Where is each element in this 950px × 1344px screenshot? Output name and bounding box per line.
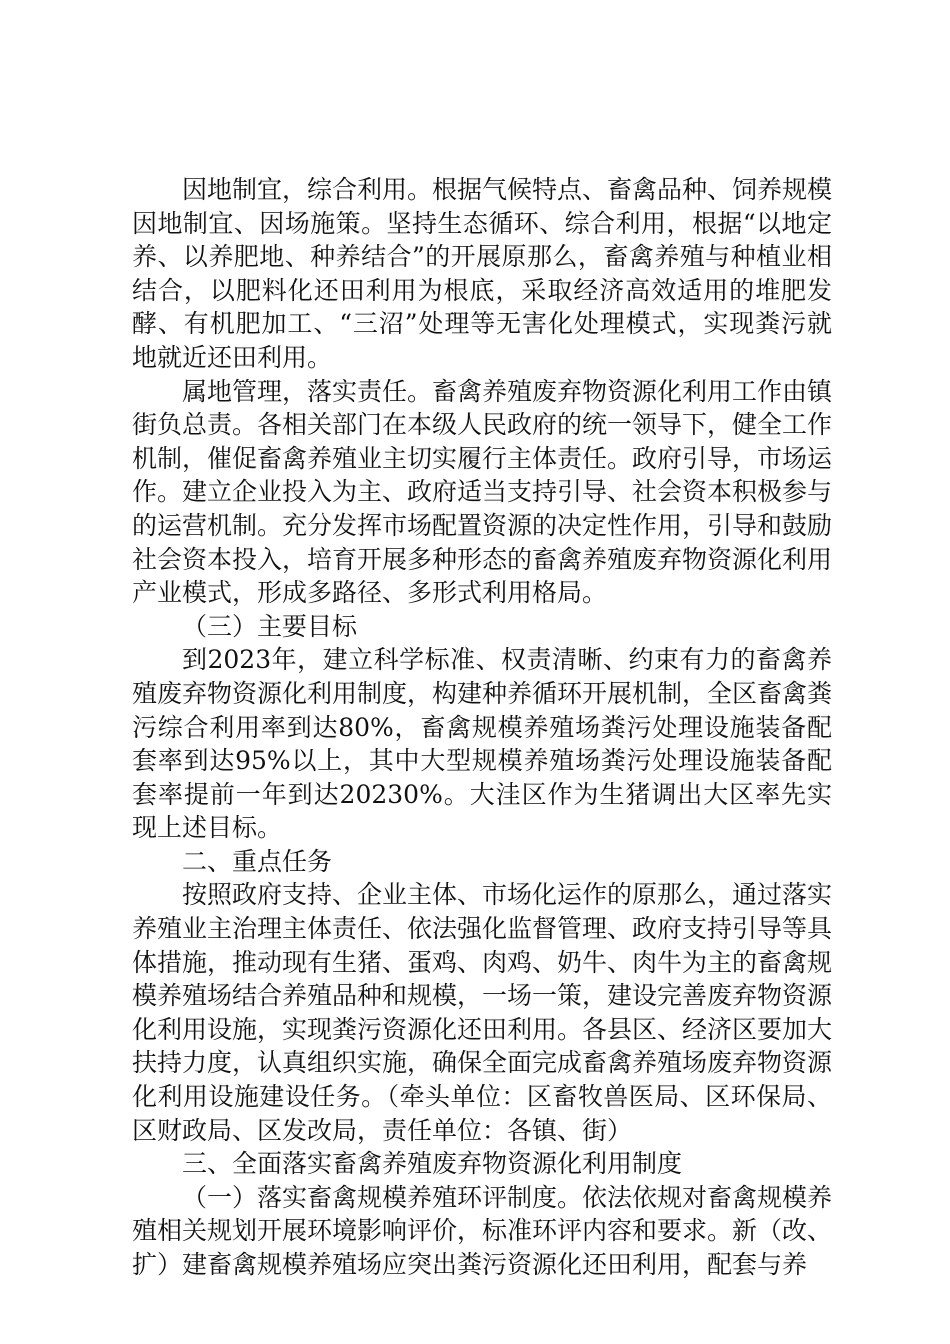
heading-main-goals: （三）主要目标: [182, 611, 358, 641]
heading-implement-system: 三、全面落实畜禽养殖废弃物资源化利用制度: [182, 1149, 683, 1179]
paragraph-territorial-management: 属地管理，落实责任。畜禽养殖废弃物资源化利用工作由镇街负总责。各相关部门在本级人民政府的统一领导下，健全工作机制，催促畜禽养殖业主切实履行主体责任。政府引导，市场运作。建立企业投入为主、政府适当支持引导、社会资本积极参与的运营机制。充分发挥市场配置资源的决定性作用，引导和鼓励社会资本投入，培育开展多种形态的畜禽养殖废弃物资源化利用产业模式，形成多路径、多形式利用格局。: [132, 376, 833, 608]
heading-key-tasks: 二、重点任务: [182, 846, 333, 876]
document-body: [132, 173, 832, 1282]
paragraph-eia-system: （一）落实畜禽规模养殖环评制度。依法依规对畜禽规模养殖相关规划开展环境影响评价，标准环评内容和要求。新（改、扩）建畜禽规模养殖场应突出粪污资源化还田利用，配套与养: [132, 1182, 833, 1279]
paragraph-comprehensive-use: 因地制宜，综合利用。根据气候特点、畜禽品种、饲养规模因地制宜、因场施策。坚持生态循环、综合利用，根据“以地定养、以养肥地、种养结合”的开展原那么，畜禽养殖与种植业相结合，以肥料化还田利用为根底，采取经济高效适用的堆肥发酵、有机肥加工、“三沼”处理等无害化处理模式，实现粪污就地就近还田利用。: [132, 175, 833, 372]
paragraph-goals: 到2023年，建立科学标准、权责清晰、约束有力的畜禽养殖废弃物资源化利用制度，构建种养循环开展机制，全区畜禽粪污综合利用率到达80%，畜禽规模养殖场粪污处理设施装备配套率到达95%以上，其中大型规模养殖场粪污处理设施装备配套率提前一年到达20230%。大洼区作为生猪调出大区率先实现上述目标。: [132, 645, 833, 843]
paragraph-key-tasks: 按照政府支持、企业主体、市场化运作的原那么，通过落实养殖业主治理主体责任、依法强化监督管理、政府支持引导等具体措施，推动现有生猪、蛋鸡、肉鸡、奶牛、肉牛为主的畜禽规模养殖场结合养殖品种和规模，一场一策，建设完善废弃物资源化利用设施，实现粪污资源化还田利用。各县区、经济区要加大扶持力度，认真组织实施，确保全面完成畜禽养殖场废弃物资源化利用设施建设任务。（牵头单位：区畜牧兽医局、区环保局、区财政局、区发改局，责任单位：各镇、街）: [132, 880, 833, 1145]
